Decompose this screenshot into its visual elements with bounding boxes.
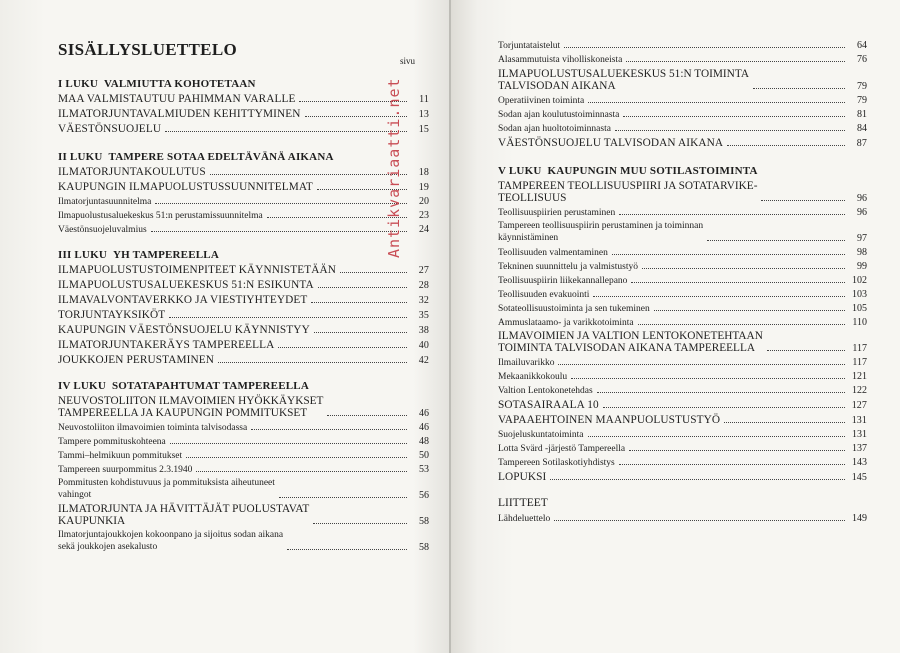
chapter-title: TAMPERE SOTAA EDELTÄVÄNÄ AIKANA (108, 151, 334, 163)
page-number: 103 (852, 289, 867, 300)
entry-title: SOTASAIRAALA 10 (498, 399, 599, 411)
chapter-title: VALMIUTTA KOHOTETAAN (104, 78, 256, 90)
dot-leader (588, 435, 846, 437)
toc-entry (58, 108, 429, 120)
page-number: 76 (857, 54, 867, 65)
dot-leader (612, 253, 845, 255)
entry-title: Väestönsuojeluvalmius (58, 225, 147, 235)
entry-title: Operatiivinen toiminta (498, 96, 585, 106)
toc-entry (498, 180, 867, 204)
entry-title: ILMAPUOLUSTUSALUEKESKUS 51:N ESIKUNTA (58, 279, 314, 291)
toc-entry (498, 275, 867, 286)
entry-title: VAPAAEHTOINEN MAANPUOLUSTUSTYÖ (498, 414, 721, 426)
page-number: 40 (418, 340, 429, 351)
toc-entry (498, 68, 867, 92)
toc-entry (58, 93, 429, 105)
page-number: 99 (857, 261, 867, 272)
entry-title (58, 477, 275, 501)
entry-title (58, 395, 323, 419)
dot-leader (278, 346, 407, 348)
dot-leader (626, 60, 845, 62)
toc-entry (498, 414, 867, 426)
toc-entry (58, 123, 429, 135)
page-number: 13 (418, 109, 429, 120)
entry-title: ILMAPUOLUSTUSTOIMENPITEET KÄYNNISTETÄÄN (58, 264, 337, 276)
entry-title-line: TALVISODAN AIKANA (498, 80, 616, 92)
page-number: 38 (418, 325, 429, 336)
page-number: 27 (418, 265, 429, 276)
dot-leader (318, 286, 407, 288)
toc-entry (58, 224, 429, 235)
dot-leader (588, 101, 845, 103)
page-number: 96 (857, 193, 867, 204)
dot-leader (251, 428, 407, 430)
toc-entry (498, 220, 867, 244)
entry-title-line: sekä joukkojen asekalusto (58, 542, 158, 552)
entry-title: Sotateollisuustoiminta ja sen tukeminen (498, 304, 650, 314)
page-number: 19 (418, 182, 429, 193)
toc-entry (498, 247, 867, 258)
entry-title-line: käynnistäminen (498, 233, 559, 243)
page-number: 102 (852, 275, 867, 286)
dot-leader (597, 391, 845, 393)
dot-leader (707, 239, 845, 241)
entry-title: ILMATORJUNTAKOULUTUS (58, 166, 206, 178)
entry-title: Tampereen Sotilaskotiyhdistys (498, 458, 615, 468)
entry-title-line: ILMATORJUNTA JA HÄVITTÄJÄT PUOLUSTAVAT (58, 503, 310, 515)
entry-title (498, 68, 749, 92)
dot-leader (340, 271, 407, 273)
entry-title (498, 220, 703, 244)
dot-leader (550, 478, 845, 480)
entry-title: Sodan ajan koulutustoiminnasta (498, 110, 620, 120)
page-number: 50 (419, 450, 429, 461)
entry-title-line: Tampereen teollisuuspiirin perustaminen ja toiminnan (498, 221, 704, 231)
toc-entry (498, 317, 867, 328)
dot-leader (287, 548, 407, 550)
entry-title: Ilmapuolustusaluekeskus 51:n perustamissuunnitelma (58, 211, 263, 221)
page-number: 58 (419, 542, 429, 553)
page-number: 81 (857, 109, 867, 120)
entry-title: TORJUNTAYKSIKÖT (58, 309, 166, 321)
entry-title-line: ILMAPUOLUSTUSALUEKESKUS 51:N TOIMINTA (498, 68, 749, 80)
entry-title-line: KAUPUNKIA (58, 515, 126, 527)
entry-title: ILMATORJUNTAKERÄYS TAMPEREELLA (58, 339, 275, 351)
entry-title: KAUPUNGIN VÄESTÖNSUOJELU KÄYNNISTYY (58, 324, 310, 336)
chapter-heading (58, 78, 429, 90)
page-number: 35 (418, 310, 429, 321)
right-top-entries (498, 40, 867, 149)
dot-leader (558, 363, 845, 365)
entry-title-line: Ilmatorjuntajoukkojen kokoonpano ja sijoitus sodan aikana (58, 530, 284, 540)
page-number: 137 (852, 443, 867, 454)
entry-title: JOUKKOJEN PERUSTAMINEN (58, 354, 215, 366)
toc-entry (498, 54, 867, 65)
entry-title (498, 180, 757, 204)
dot-leader (169, 316, 407, 318)
page-number: 53 (419, 464, 429, 475)
entry-title: Sodan ajan huoltotoiminnasta (498, 124, 611, 134)
chapter-title: YH TAMPEREELLA (112, 249, 219, 261)
dot-leader (218, 361, 407, 363)
watermark: Antikvariaatti.net (385, 77, 403, 258)
toc-entry (498, 399, 867, 411)
dot-leader (186, 456, 407, 458)
toc-entry (58, 264, 429, 276)
dot-leader (619, 463, 845, 465)
page-number: 64 (857, 40, 867, 51)
entry-title-line: NEUVOSTOLIITON ILMAVOIMIEN HYÖKKÄYKSET (58, 395, 324, 407)
entry-title: ILMAVALVONTAVERKKO JA VIESTIYHTEYDET (58, 294, 308, 306)
entry-title: Tammi–helmikuun pommitukset (58, 451, 183, 461)
toc-entry (58, 339, 429, 351)
toc-entry (498, 95, 867, 106)
left-page (0, 0, 449, 653)
page-number: 24 (419, 224, 429, 235)
page-number: 110 (852, 317, 867, 328)
dot-leader (603, 406, 845, 408)
toc-entry (498, 303, 867, 314)
entry-title: Teollisuuspiirin liikekannallepano (498, 276, 628, 286)
page-number: 105 (852, 303, 867, 314)
dot-leader (615, 129, 845, 131)
dot-leader (554, 519, 845, 521)
entry-title-line: vahingot (58, 490, 92, 500)
entry-title-line: Pommitusten kohdistuvuus ja pommituksista aiheutuneet (58, 478, 275, 488)
page-number: 87 (856, 138, 867, 149)
page-number: 46 (419, 408, 429, 419)
dot-leader (623, 115, 845, 117)
chapter-title: KAUPUNGIN MUU SOTILASTOIMINTA (547, 165, 758, 177)
page-number: 98 (857, 247, 867, 258)
dot-leader (151, 230, 407, 232)
toc-entry (498, 137, 867, 149)
page-number: 42 (418, 355, 429, 366)
entry-title: Tampere pommituskohteena (58, 437, 166, 447)
toc-entry (58, 464, 429, 475)
entry-title: MAA VALMISTAUTUU PAHIMMAN VARALLE (58, 93, 296, 105)
page-number: 117 (852, 357, 867, 368)
entry-title (58, 529, 283, 553)
entry-title: LOPUKSI (498, 471, 547, 483)
entry-title: ILMATORJUNTAVALMIUDEN KEHITTYMINEN (58, 108, 301, 120)
entry-title: Ilmailuvarikko (498, 358, 555, 368)
appendix-entries (498, 513, 867, 524)
toc-entry (58, 395, 429, 419)
dot-leader (155, 202, 407, 204)
appendix-section (498, 497, 867, 524)
toc-entry (58, 196, 429, 207)
page-column-label: sivu (400, 56, 416, 66)
toc-entry (58, 324, 429, 336)
page-number: 143 (852, 457, 867, 468)
dot-leader (170, 442, 407, 444)
dot-leader (314, 331, 407, 333)
chapter-number: V LUKU (498, 165, 542, 177)
toc-entry (58, 210, 429, 221)
toc-entry (58, 181, 429, 193)
left-chapters (58, 78, 429, 553)
entry-title: Valtion Lentokonetehdas (498, 386, 593, 396)
entry-title: Suojeluskuntatoiminta (498, 430, 584, 440)
toc-title: SISÄLLYSLUETTELO (58, 40, 237, 59)
toc-entry (58, 436, 429, 447)
chapter-number: II LUKU (58, 151, 103, 163)
toc-entry (58, 477, 429, 501)
toc-entry (498, 357, 867, 368)
entry-title: Teollisuuden evakuointi (498, 290, 590, 300)
entry-title: Teollisuuspiirien perustaminen (498, 208, 616, 218)
page-number: 32 (418, 295, 429, 306)
page-number: 28 (418, 280, 429, 291)
chapter-number: IV LUKU (58, 380, 106, 392)
dot-leader (767, 349, 845, 351)
dot-leader (196, 470, 407, 472)
dot-leader (638, 323, 845, 325)
dot-leader (724, 421, 845, 423)
page-number: 58 (419, 516, 429, 527)
dot-leader (327, 414, 407, 416)
dot-leader (279, 496, 407, 498)
page-number: 122 (852, 385, 867, 396)
dot-leader (727, 144, 845, 146)
dot-leader (311, 301, 407, 303)
entry-title: KAUPUNGIN ILMAPUOLUSTUSSUUNNITELMAT (58, 181, 313, 193)
page-number: 18 (418, 167, 429, 178)
entry-title (498, 330, 763, 354)
page-number: 56 (419, 490, 429, 501)
entry-title: Mekaanikkokoulu (498, 372, 568, 382)
entry-title: Alasammutuista viholliskoneista (498, 55, 623, 65)
entry-title (58, 503, 309, 527)
entry-title: VÄESTÖNSUOJELU (58, 123, 162, 135)
dot-leader (761, 199, 845, 201)
dot-leader (165, 130, 407, 132)
dot-leader (210, 173, 407, 175)
page-number: 131 (852, 429, 867, 440)
page-number: 15 (418, 124, 429, 135)
right-page (451, 0, 900, 653)
dot-leader (753, 87, 845, 89)
toc-entry (498, 261, 867, 272)
chapter-heading (58, 151, 429, 163)
dot-leader (631, 281, 845, 283)
dot-leader (571, 377, 845, 379)
toc-entry (498, 513, 867, 524)
toc-entry (58, 279, 429, 291)
entry-title-line: TAMPEREEN TEOLLISUUSPIIRI JA SOTATARVIKE- (498, 180, 758, 192)
entry-title: Ammuslataamo- ja varikkotoiminta (498, 318, 634, 328)
chapter-heading (498, 165, 867, 177)
page-number: 117 (852, 343, 867, 354)
page-number: 131 (851, 415, 867, 426)
right-chapter (498, 165, 867, 483)
dot-leader (654, 309, 845, 311)
entry-title: Ilmatorjuntasuunnitelma (58, 197, 152, 207)
toc-entry (498, 371, 867, 382)
page-number: 127 (851, 400, 867, 411)
toc-entry (498, 330, 867, 354)
page-number: 79 (857, 95, 867, 106)
toc-entry (498, 457, 867, 468)
page-number: 48 (419, 436, 429, 447)
entry-title: Tampereen suurpommitus 2.3.1940 (58, 465, 193, 475)
toc-entry (58, 503, 429, 527)
chapter-title: SOTATAPAHTUMAT TAMPEREELLA (111, 380, 309, 392)
entry-title: Teollisuuden valmentaminen (498, 248, 608, 258)
toc-entry (498, 289, 867, 300)
toc-entry (498, 443, 867, 454)
toc-entry (498, 40, 867, 51)
dot-leader (642, 267, 845, 269)
entry-title: VÄESTÖNSUOJELU TALVISODAN AIKANA (498, 137, 724, 149)
entry-title-line: TOIMINTA TALVISODAN AIKANA TAMPEREELLA (498, 342, 756, 354)
page-number: 20 (419, 196, 429, 207)
page-number: 84 (857, 123, 867, 134)
entry-title: Torjuntataistelut (498, 41, 561, 51)
entry-title-line: TAMPEREELLA JA KAUPUNGIN POMMITUKSET (58, 407, 308, 419)
page-number: 145 (851, 472, 867, 483)
dot-leader (629, 449, 845, 451)
toc-entry (58, 450, 429, 461)
dot-leader (619, 213, 845, 215)
page-number: 79 (857, 81, 867, 92)
page-number: 96 (857, 207, 867, 218)
toc-entry (498, 385, 867, 396)
entry-title: Tekninen suunnittelu ja valmistustyö (498, 262, 638, 272)
page-number: 149 (852, 513, 867, 524)
toc-entry (58, 529, 429, 553)
toc-entry (58, 422, 429, 433)
entry-title: Neuvostoliiton ilmavoimien toiminta talvisodassa (58, 423, 248, 433)
page-number: 11 (419, 94, 429, 105)
entry-title-line: ILMAVOIMIEN JA VALTION LENTOKONETEHTAAN (498, 330, 763, 342)
chapter-heading (58, 249, 429, 261)
dot-leader (564, 46, 845, 48)
appendix-heading: LIITTEET (498, 497, 548, 509)
entry-title-line: TEOLLISUUS (498, 192, 567, 204)
toc-entry (58, 309, 429, 321)
dot-leader (593, 295, 845, 297)
toc-entry (498, 109, 867, 120)
toc-entry (498, 123, 867, 134)
page-number: 46 (419, 422, 429, 433)
page-number: 121 (852, 371, 867, 382)
chapter-number: I LUKU (58, 78, 99, 90)
entry-title: Lähdeluettelo (498, 514, 551, 524)
page-number: 23 (419, 210, 429, 221)
page-number: 97 (857, 233, 867, 244)
dot-leader (313, 522, 407, 524)
toc-entry (498, 207, 867, 218)
toc-entry (498, 471, 867, 483)
toc-entry (58, 166, 429, 178)
chapter-number: III LUKU (58, 249, 107, 261)
toc-entry (58, 354, 429, 366)
entry-title: Lotta Svärd -järjestö Tampereella (498, 444, 626, 454)
toc-entry (58, 294, 429, 306)
toc-entry (498, 429, 867, 440)
chapter-heading (58, 380, 429, 392)
